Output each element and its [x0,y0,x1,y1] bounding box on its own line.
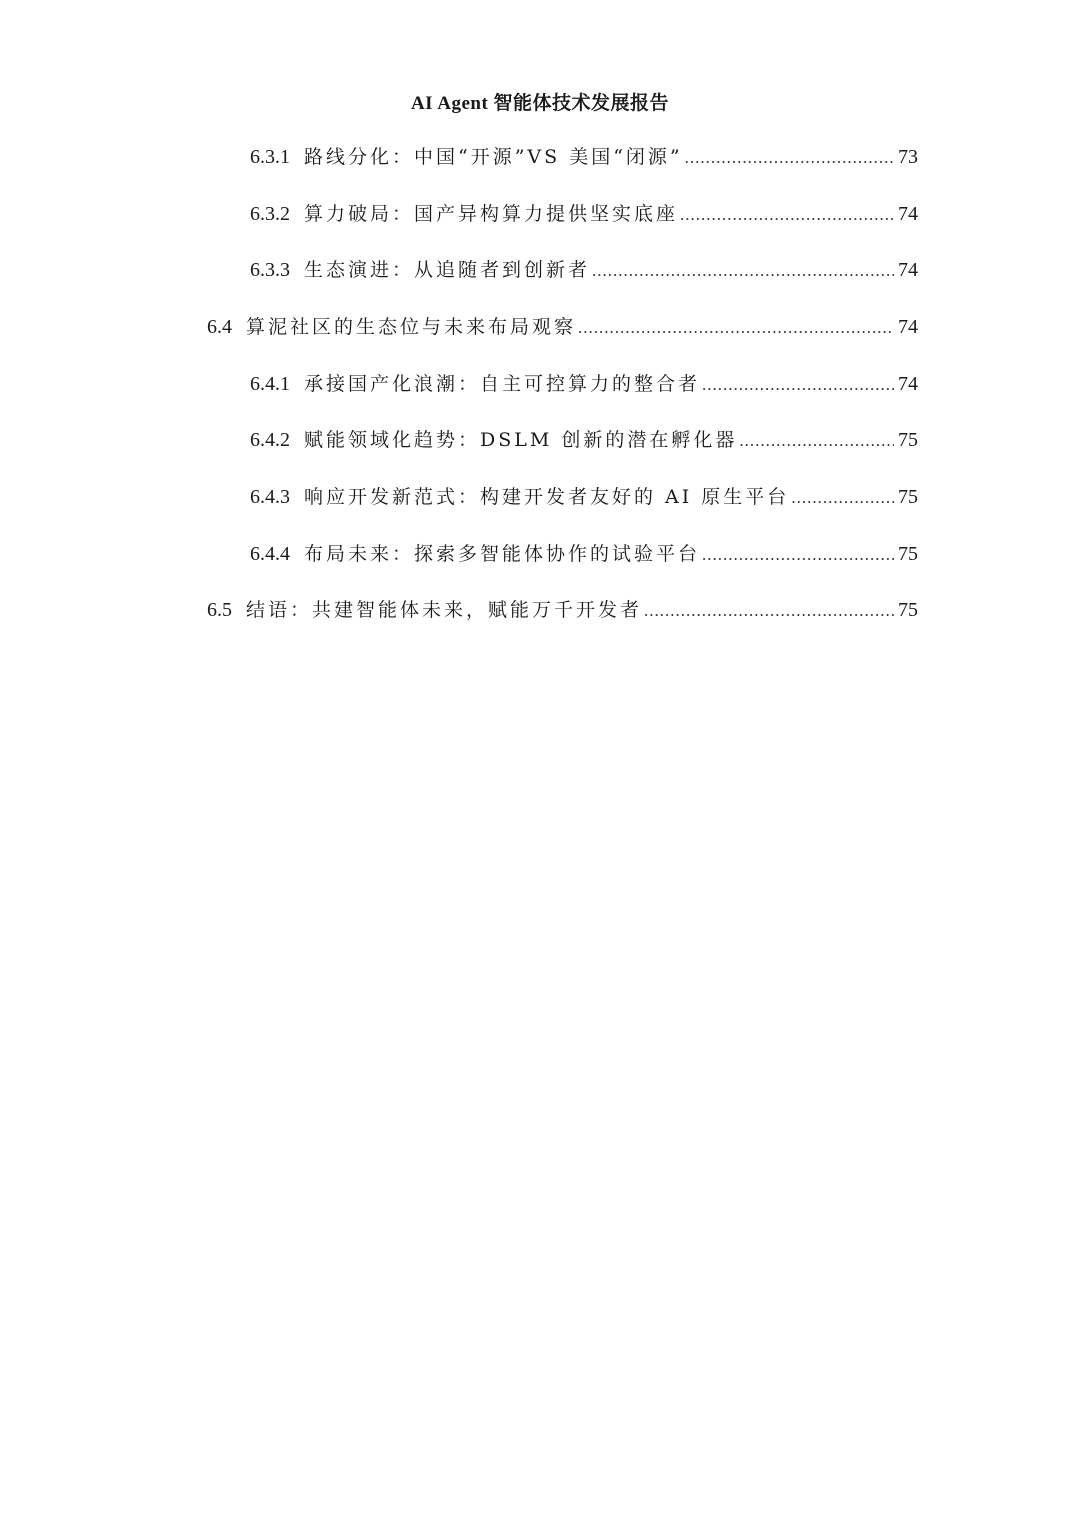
toc-entry-6-4-4[interactable] [250,539,918,575]
dot-leader [578,318,894,338]
dot-leader [702,545,894,565]
toc-entry-title: 路线分化：中国“开源”VS 美国“闭源” [304,146,683,168]
toc-entry-6-4[interactable] [207,312,918,348]
toc-entry-title: 算泥社区的生态位与未来布局观察 [246,316,577,338]
toc-entry-number: 6.4.2 [250,429,290,451]
toc-entry-6-4-1[interactable] [250,369,918,405]
toc-entry-number: 6.3.3 [250,259,290,281]
toc-entry-title: 赋能领域化趋势：DSLM 创新的潜在孵化器 [304,429,738,451]
toc-entry-title: 生态演进：从追随者到创新者 [304,259,591,281]
dot-leader [644,601,894,621]
dot-leader [685,148,894,168]
toc-entry-6-5[interactable] [207,595,918,631]
page-header-title: AI Agent 智能体技术发展报告 [410,93,670,114]
toc-entry-page: 75 [898,429,918,451]
toc-entry-number: 6.3.2 [250,203,290,225]
toc-entry-page: 74 [898,203,918,225]
toc-entry-number: 6.4.4 [250,543,290,565]
toc-entry-title: 算力破局：国产异构算力提供坚实底座 [304,203,679,225]
toc-entry-title: 布局未来：探索多智能体协作的试验平台 [304,543,701,565]
toc-entry-number: 6.4 [207,316,232,338]
toc-entry-page: 75 [898,486,918,508]
toc-entry-page: 73 [898,146,918,168]
toc-entry-6-4-3[interactable] [250,482,918,518]
toc-entry-6-3-3[interactable] [250,255,918,291]
toc-entry-number: 6.4.3 [250,486,290,508]
dot-leader [592,261,894,281]
dot-leader [791,488,894,508]
dot-leader [739,431,894,451]
toc-entry-page: 74 [898,373,918,395]
toc-entry-6-3-1[interactable] [250,142,918,178]
dot-leader [702,375,894,395]
toc-entry-6-4-2[interactable] [250,425,918,461]
toc-entry-page: 75 [898,599,918,621]
toc-entry-page: 74 [898,259,918,281]
toc-entry-title: 承接国产化浪潮：自主可控算力的整合者 [304,373,701,395]
toc-entry-number: 6.4.1 [250,373,290,395]
toc-entry-number: 6.5 [207,599,232,621]
toc-entry-number: 6.3.1 [250,146,290,168]
toc-entry-title: 响应开发新范式：构建开发者友好的 AI 原生平台 [304,486,790,508]
dot-leader [680,205,894,225]
toc-entry-page: 74 [898,316,918,338]
toc-entry-page: 75 [898,543,918,565]
toc-entry-6-3-2[interactable] [250,199,918,235]
toc-entry-title: 结语：共建智能体未来，赋能万千开发者 [246,599,643,621]
